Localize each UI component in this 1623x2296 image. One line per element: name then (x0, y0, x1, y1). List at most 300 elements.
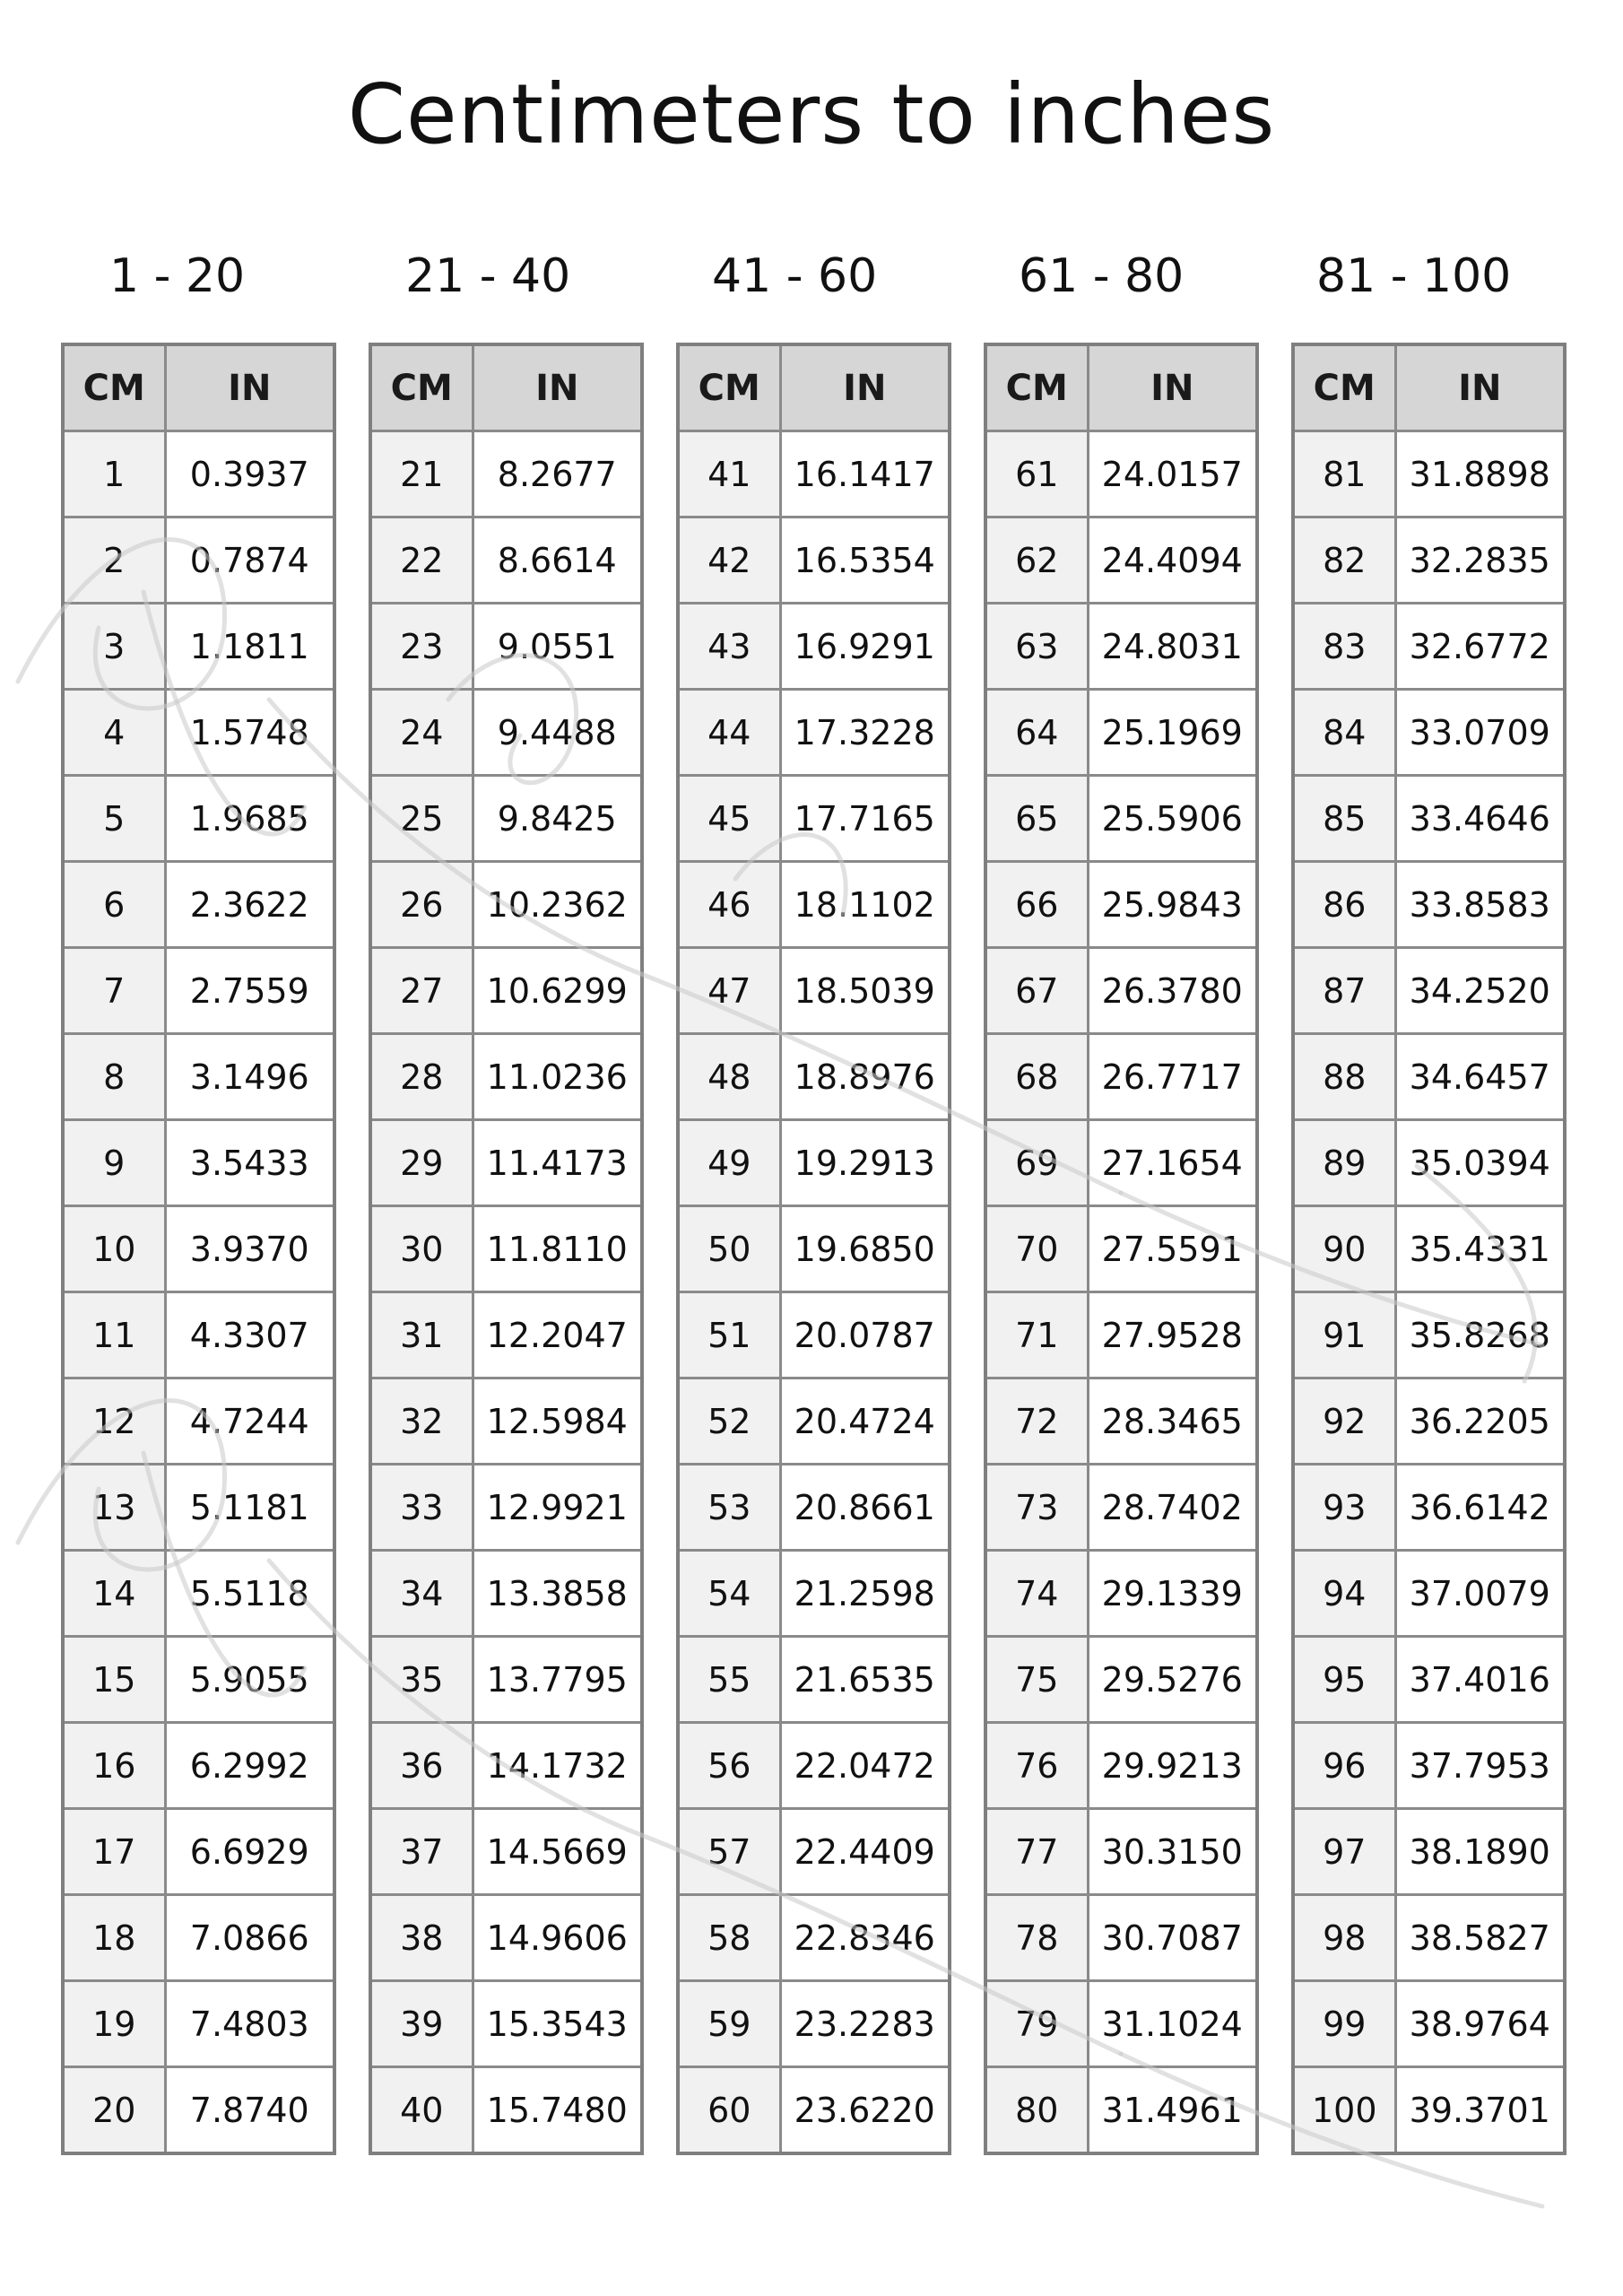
table-row (1293, 1292, 1565, 1378)
table-row (1293, 604, 1565, 690)
cm-cell: 55 (678, 1637, 780, 1723)
in-cell: 35.4331 (1395, 1206, 1565, 1292)
in-cell: 5.9055 (165, 1637, 334, 1723)
cm-cell: 66 (985, 862, 1088, 948)
in-cell: 7.4803 (165, 1981, 334, 2067)
table-header-row (985, 344, 1257, 431)
in-cell: 5.5118 (165, 1551, 334, 1637)
cm-cell: 59 (678, 1981, 780, 2067)
table-row (370, 1551, 642, 1637)
cm-cell: 74 (985, 1551, 1088, 1637)
table-row (370, 517, 642, 604)
in-cell: 24.8031 (1088, 604, 1257, 690)
table-row (370, 1981, 642, 2067)
table-row (63, 1120, 334, 1206)
table-row (985, 690, 1257, 776)
table-row (678, 1723, 950, 1809)
in-cell: 7.8740 (165, 2067, 334, 2154)
table-row (678, 517, 950, 604)
in-cell: 22.0472 (780, 1723, 950, 1809)
table-row (370, 1465, 642, 1551)
in-cell: 13.7795 (473, 1637, 642, 1723)
table-row (985, 776, 1257, 862)
in-cell: 5.1181 (165, 1465, 334, 1551)
table-row (1293, 1206, 1565, 1292)
table-header-row (63, 344, 334, 431)
table-row (63, 1895, 334, 1981)
in-cell: 25.1969 (1088, 690, 1257, 776)
table-row (678, 1120, 950, 1206)
in-cell: 27.5591 (1088, 1206, 1257, 1292)
in-cell: 23.2283 (780, 1981, 950, 2067)
cm-cell: 27 (370, 948, 473, 1034)
in-cell: 1.9685 (165, 776, 334, 862)
table-row (1293, 690, 1565, 776)
conversion-table-1-20 (61, 343, 336, 2155)
in-cell: 22.8346 (780, 1895, 950, 1981)
table-row (678, 1292, 950, 1378)
cm-cell: 17 (63, 1809, 165, 1895)
in-cell: 10.2362 (473, 862, 642, 948)
cm-cell: 34 (370, 1551, 473, 1637)
cm-column-header: CM (370, 344, 473, 431)
cm-cell: 41 (678, 431, 780, 517)
in-cell: 2.3622 (165, 862, 334, 948)
cm-cell: 10 (63, 1206, 165, 1292)
table-row (63, 1551, 334, 1637)
table-row (985, 1895, 1257, 1981)
cm-cell: 15 (63, 1637, 165, 1723)
cm-column-header: CM (678, 344, 780, 431)
cm-cell: 18 (63, 1895, 165, 1981)
in-cell: 21.6535 (780, 1637, 950, 1723)
cm-cell: 77 (985, 1809, 1088, 1895)
cm-cell: 65 (985, 776, 1088, 862)
in-cell: 17.3228 (780, 690, 950, 776)
in-cell: 15.3543 (473, 1981, 642, 2067)
cm-cell: 1 (63, 431, 165, 517)
table-row (1293, 1378, 1565, 1465)
table-row (63, 1206, 334, 1292)
in-column-header: IN (780, 344, 950, 431)
table-row (678, 1551, 950, 1637)
in-cell: 4.3307 (165, 1292, 334, 1378)
table-row (985, 1809, 1257, 1895)
table-row (63, 431, 334, 517)
cm-cell: 58 (678, 1895, 780, 1981)
in-cell: 29.1339 (1088, 1551, 1257, 1637)
table-row (370, 1895, 642, 1981)
in-cell: 36.6142 (1395, 1465, 1565, 1551)
cm-cell: 80 (985, 2067, 1088, 2154)
cm-cell: 6 (63, 862, 165, 948)
table-row (678, 1206, 950, 1292)
table-row (1293, 1465, 1565, 1551)
cm-cell: 49 (678, 1120, 780, 1206)
conversion-table-61-80 (984, 343, 1259, 2155)
cm-cell: 13 (63, 1465, 165, 1551)
table-row (1293, 1895, 1565, 1981)
in-cell: 1.5748 (165, 690, 334, 776)
cm-cell: 20 (63, 2067, 165, 2154)
table-row (370, 690, 642, 776)
cm-cell: 71 (985, 1292, 1088, 1378)
in-cell: 18.1102 (780, 862, 950, 948)
page-title: Centimeters to inches (347, 66, 1276, 162)
table-row (370, 1723, 642, 1809)
in-cell: 20.8661 (780, 1465, 950, 1551)
in-cell: 37.4016 (1395, 1637, 1565, 1723)
table-row (678, 948, 950, 1034)
in-cell: 12.2047 (473, 1292, 642, 1378)
table-row (985, 1120, 1257, 1206)
cm-cell: 97 (1293, 1809, 1395, 1895)
in-cell: 23.6220 (780, 2067, 950, 2154)
cm-cell: 45 (678, 776, 780, 862)
cm-cell: 12 (63, 1378, 165, 1465)
table-row (985, 862, 1257, 948)
cm-cell: 75 (985, 1637, 1088, 1723)
table-row (63, 862, 334, 948)
cm-cell: 47 (678, 948, 780, 1034)
in-cell: 11.0236 (473, 1034, 642, 1120)
cm-cell: 46 (678, 862, 780, 948)
table-row (678, 1895, 950, 1981)
table-row (370, 1206, 642, 1292)
table-row (370, 948, 642, 1034)
table-row (985, 1981, 1257, 2067)
cm-cell: 73 (985, 1465, 1088, 1551)
range-label-81-100: 81 - 100 (1316, 249, 1512, 303)
cm-cell: 24 (370, 690, 473, 776)
table-row (63, 1034, 334, 1120)
in-cell: 4.7244 (165, 1378, 334, 1465)
cm-cell: 100 (1293, 2067, 1395, 2154)
cm-column-header: CM (63, 344, 165, 431)
in-cell: 14.1732 (473, 1723, 642, 1809)
in-cell: 20.0787 (780, 1292, 950, 1378)
cm-cell: 98 (1293, 1895, 1395, 1981)
cm-cell: 23 (370, 604, 473, 690)
cm-cell: 40 (370, 2067, 473, 2154)
table-row (678, 1034, 950, 1120)
in-cell: 36.2205 (1395, 1378, 1565, 1465)
cm-cell: 63 (985, 604, 1088, 690)
table-row (1293, 1809, 1565, 1895)
in-cell: 18.5039 (780, 948, 950, 1034)
table-row (678, 690, 950, 776)
table-row (1293, 517, 1565, 604)
cm-cell: 92 (1293, 1378, 1395, 1465)
cm-cell: 67 (985, 948, 1088, 1034)
in-cell: 32.2835 (1395, 517, 1565, 604)
table-row (1293, 1551, 1565, 1637)
in-column-header: IN (473, 344, 642, 431)
cm-cell: 29 (370, 1120, 473, 1206)
table-row (985, 517, 1257, 604)
table-row (1293, 1637, 1565, 1723)
in-cell: 19.6850 (780, 1206, 950, 1292)
table-row (985, 1551, 1257, 1637)
in-cell: 34.6457 (1395, 1034, 1565, 1120)
in-cell: 25.5906 (1088, 776, 1257, 862)
in-cell: 16.5354 (780, 517, 950, 604)
in-cell: 29.5276 (1088, 1637, 1257, 1723)
in-cell: 33.8583 (1395, 862, 1565, 948)
cm-cell: 62 (985, 517, 1088, 604)
cm-cell: 76 (985, 1723, 1088, 1809)
cm-cell: 30 (370, 1206, 473, 1292)
table-row (63, 2067, 334, 2154)
in-cell: 10.6299 (473, 948, 642, 1034)
table-row (678, 1809, 950, 1895)
table-row (678, 431, 950, 517)
in-cell: 9.4488 (473, 690, 642, 776)
cm-cell: 89 (1293, 1120, 1395, 1206)
cm-cell: 2 (63, 517, 165, 604)
cm-cell: 64 (985, 690, 1088, 776)
cm-cell: 26 (370, 862, 473, 948)
in-cell: 35.8268 (1395, 1292, 1565, 1378)
cm-cell: 22 (370, 517, 473, 604)
table-row (63, 1292, 334, 1378)
table-row (678, 776, 950, 862)
in-cell: 24.0157 (1088, 431, 1257, 517)
cm-cell: 85 (1293, 776, 1395, 862)
table-row (985, 1378, 1257, 1465)
cm-cell: 88 (1293, 1034, 1395, 1120)
in-cell: 31.8898 (1395, 431, 1565, 517)
range-label-41-60: 41 - 60 (712, 249, 878, 303)
cm-cell: 54 (678, 1551, 780, 1637)
in-cell: 33.4646 (1395, 776, 1565, 862)
conversion-table-41-60 (676, 343, 951, 2155)
in-cell: 30.3150 (1088, 1809, 1257, 1895)
cm-cell: 68 (985, 1034, 1088, 1120)
cm-cell: 37 (370, 1809, 473, 1895)
in-cell: 25.9843 (1088, 862, 1257, 948)
in-cell: 9.8425 (473, 776, 642, 862)
cm-cell: 7 (63, 948, 165, 1034)
table-row (985, 1723, 1257, 1809)
table-row (63, 776, 334, 862)
in-cell: 29.9213 (1088, 1723, 1257, 1809)
in-cell: 26.3780 (1088, 948, 1257, 1034)
cm-cell: 8 (63, 1034, 165, 1120)
in-column-header: IN (1395, 344, 1565, 431)
cm-cell: 39 (370, 1981, 473, 2067)
in-column-header: IN (165, 344, 334, 431)
table-row (370, 1637, 642, 1723)
table-row (370, 604, 642, 690)
cm-cell: 91 (1293, 1292, 1395, 1378)
table-header-row (370, 344, 642, 431)
table-row (1293, 948, 1565, 1034)
in-cell: 3.1496 (165, 1034, 334, 1120)
table-row (370, 776, 642, 862)
cm-cell: 81 (1293, 431, 1395, 517)
cm-cell: 16 (63, 1723, 165, 1809)
cm-cell: 83 (1293, 604, 1395, 690)
table-row (678, 1981, 950, 2067)
in-cell: 34.2520 (1395, 948, 1565, 1034)
range-label-61-80: 61 - 80 (1019, 249, 1185, 303)
table-row (63, 1981, 334, 2067)
cm-cell: 11 (63, 1292, 165, 1378)
cm-cell: 32 (370, 1378, 473, 1465)
conversion-table-21-40 (369, 343, 644, 2155)
table-row (1293, 2067, 1565, 2154)
table-row (678, 2067, 950, 2154)
in-cell: 13.3858 (473, 1551, 642, 1637)
cm-column-header: CM (1293, 344, 1395, 431)
table-row (63, 1465, 334, 1551)
in-cell: 1.1811 (165, 604, 334, 690)
table-row (678, 1465, 950, 1551)
table-header-row (1293, 344, 1565, 431)
table-row (1293, 1981, 1565, 2067)
cm-cell: 86 (1293, 862, 1395, 948)
table-row (370, 1034, 642, 1120)
cm-cell: 48 (678, 1034, 780, 1120)
table-row (985, 1292, 1257, 1378)
cm-cell: 14 (63, 1551, 165, 1637)
in-cell: 15.7480 (473, 2067, 642, 2154)
cm-cell: 78 (985, 1895, 1088, 1981)
in-cell: 27.1654 (1088, 1120, 1257, 1206)
cm-cell: 19 (63, 1981, 165, 2067)
table-row (63, 604, 334, 690)
table-row (370, 431, 642, 517)
in-cell: 3.9370 (165, 1206, 334, 1292)
cm-cell: 33 (370, 1465, 473, 1551)
table-row (678, 1637, 950, 1723)
table-row (985, 1465, 1257, 1551)
table-header-row (678, 344, 950, 431)
in-cell: 6.6929 (165, 1809, 334, 1895)
cm-cell: 53 (678, 1465, 780, 1551)
table-row (985, 2067, 1257, 2154)
in-cell: 30.7087 (1088, 1895, 1257, 1981)
cm-cell: 82 (1293, 517, 1395, 604)
table-row (63, 1378, 334, 1465)
table-row (370, 1378, 642, 1465)
in-cell: 37.7953 (1395, 1723, 1565, 1809)
table-row (985, 1034, 1257, 1120)
cm-cell: 99 (1293, 1981, 1395, 2067)
cm-cell: 57 (678, 1809, 780, 1895)
cm-cell: 72 (985, 1378, 1088, 1465)
cm-cell: 21 (370, 431, 473, 517)
table-row (63, 1637, 334, 1723)
cm-cell: 87 (1293, 948, 1395, 1034)
table-row (985, 948, 1257, 1034)
cm-cell: 93 (1293, 1465, 1395, 1551)
table-row (678, 604, 950, 690)
in-cell: 14.5669 (473, 1809, 642, 1895)
table-row (370, 2067, 642, 2154)
cm-cell: 70 (985, 1206, 1088, 1292)
in-cell: 38.1890 (1395, 1809, 1565, 1895)
conversion-table-81-100 (1291, 343, 1567, 2155)
cm-column-header: CM (985, 344, 1088, 431)
cm-cell: 69 (985, 1120, 1088, 1206)
in-cell: 38.5827 (1395, 1895, 1565, 1981)
in-cell: 6.2992 (165, 1723, 334, 1809)
table-row (1293, 1723, 1565, 1809)
in-cell: 12.9921 (473, 1465, 642, 1551)
in-cell: 21.2598 (780, 1551, 950, 1637)
range-label-1-20: 1 - 20 (109, 249, 246, 303)
cm-cell: 51 (678, 1292, 780, 1378)
in-cell: 9.0551 (473, 604, 642, 690)
in-cell: 3.5433 (165, 1120, 334, 1206)
cm-cell: 50 (678, 1206, 780, 1292)
in-cell: 18.8976 (780, 1034, 950, 1120)
table-row (63, 1809, 334, 1895)
cm-cell: 56 (678, 1723, 780, 1809)
in-cell: 12.5984 (473, 1378, 642, 1465)
cm-cell: 3 (63, 604, 165, 690)
in-cell: 31.1024 (1088, 1981, 1257, 2067)
cm-cell: 42 (678, 517, 780, 604)
table-row (985, 604, 1257, 690)
table-row (678, 1378, 950, 1465)
in-cell: 11.4173 (473, 1120, 642, 1206)
table-row (370, 1809, 642, 1895)
cm-cell: 43 (678, 604, 780, 690)
in-cell: 26.7717 (1088, 1034, 1257, 1120)
in-cell: 16.1417 (780, 431, 950, 517)
in-cell: 7.0866 (165, 1895, 334, 1981)
cm-cell: 28 (370, 1034, 473, 1120)
cm-cell: 38 (370, 1895, 473, 1981)
in-cell: 8.2677 (473, 431, 642, 517)
cm-cell: 84 (1293, 690, 1395, 776)
table-row (1293, 776, 1565, 862)
cm-cell: 36 (370, 1723, 473, 1809)
cm-cell: 4 (63, 690, 165, 776)
in-column-header: IN (1088, 344, 1257, 431)
table-row (370, 1292, 642, 1378)
table-row (985, 1206, 1257, 1292)
in-cell: 33.0709 (1395, 690, 1565, 776)
table-row (63, 517, 334, 604)
in-cell: 37.0079 (1395, 1551, 1565, 1637)
table-row (1293, 431, 1565, 517)
in-cell: 32.6772 (1395, 604, 1565, 690)
table-row (678, 862, 950, 948)
in-cell: 2.7559 (165, 948, 334, 1034)
cm-cell: 94 (1293, 1551, 1395, 1637)
in-cell: 22.4409 (780, 1809, 950, 1895)
in-cell: 35.0394 (1395, 1120, 1565, 1206)
in-cell: 31.4961 (1088, 2067, 1257, 2154)
cm-cell: 60 (678, 2067, 780, 2154)
table-row (370, 1120, 642, 1206)
in-cell: 14.9606 (473, 1895, 642, 1981)
cm-cell: 5 (63, 776, 165, 862)
cm-cell: 25 (370, 776, 473, 862)
table-row (370, 862, 642, 948)
cm-cell: 61 (985, 431, 1088, 517)
in-cell: 11.8110 (473, 1206, 642, 1292)
in-cell: 0.7874 (165, 517, 334, 604)
cm-cell: 90 (1293, 1206, 1395, 1292)
cm-cell: 44 (678, 690, 780, 776)
in-cell: 24.4094 (1088, 517, 1257, 604)
in-cell: 8.6614 (473, 517, 642, 604)
